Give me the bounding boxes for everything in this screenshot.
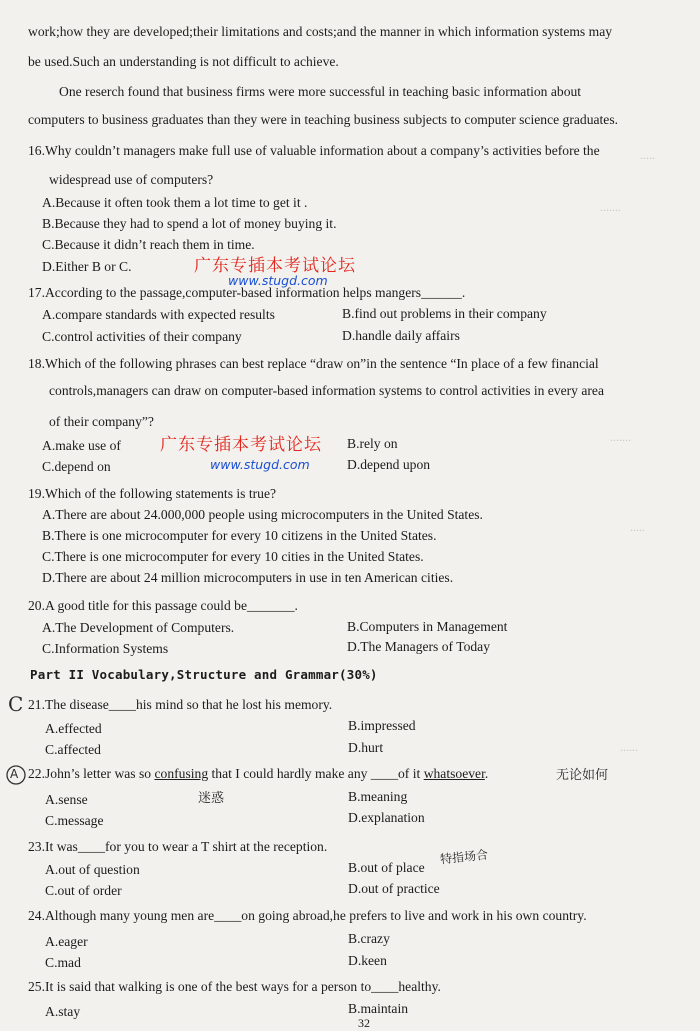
- option-a[interactable]: A.There are about 24.000,000 people using microcomputers in the United States.: [42, 507, 483, 522]
- question-stem: 20.A good title for this passage could be_______.: [28, 598, 298, 613]
- question-stem: 21.The disease____his mind so that he lost his memory.: [28, 697, 333, 712]
- option-b[interactable]: B.crazy: [348, 931, 390, 946]
- option-a[interactable]: A.Because it often took them a lot time to get it .: [42, 195, 308, 210]
- answer-mark: A: [10, 767, 19, 781]
- handwritten-note: 无论如何: [556, 768, 609, 783]
- watermark-text: 广东专插本考试论坛: [160, 435, 322, 455]
- question-stem: 16.Why couldn’t managers make full use of valuable information about a company’s activities before the: [28, 143, 600, 158]
- question-stem: 24.Although many young men are____on going abroad,he prefers to live and work in his own country.: [28, 908, 587, 923]
- option-d[interactable]: D.depend upon: [347, 457, 431, 472]
- page-number: 32: [358, 1016, 370, 1030]
- watermark-url: www.stugd.com: [210, 457, 310, 472]
- option-c[interactable]: C.control activities of their company: [42, 329, 242, 344]
- option-d[interactable]: D.hurt: [348, 740, 384, 755]
- option-a[interactable]: A.stay: [45, 1004, 81, 1019]
- option-b[interactable]: B.Computers in Management: [347, 619, 508, 634]
- option-c[interactable]: C.mad: [45, 955, 81, 970]
- option-b[interactable]: B.meaning: [348, 789, 408, 804]
- answer-mark: C: [8, 692, 24, 716]
- option-b[interactable]: B.Because they had to spend a lot of money buying it.: [42, 216, 337, 231]
- option-c[interactable]: C.There is one microcomputer for every 10 cities in the United States.: [42, 549, 424, 564]
- passage-line: One reserch found that business firms were more successful in teaching basic information about: [59, 84, 582, 99]
- option-b[interactable]: B.impressed: [348, 718, 416, 733]
- option-b[interactable]: B.maintain: [348, 1001, 409, 1016]
- handwritten-note: 特指场合: [439, 847, 489, 867]
- option-c[interactable]: C.out of order: [45, 883, 122, 898]
- question-stem: 17.According to the passage,computer-based information helps mangers______.: [28, 285, 466, 300]
- question-stem: 25.It is said that walking is one of the best ways for a person to____healthy.: [28, 979, 441, 994]
- option-b[interactable]: B.There is one microcomputer for every 10 citizens in the United States.: [42, 528, 437, 543]
- option-a[interactable]: A.out of question: [45, 862, 140, 877]
- option-c[interactable]: C.message: [45, 813, 104, 828]
- option-c[interactable]: C.Because it didn’t reach them in time.: [42, 237, 255, 252]
- option-b[interactable]: B.out of place: [348, 860, 425, 875]
- stem-text: .: [484, 766, 489, 781]
- watermark-text: 广东专插本考试论坛: [194, 256, 356, 276]
- option-a[interactable]: A.compare standards with expected results: [42, 307, 275, 322]
- option-d[interactable]: D.There are about 24 million microcomputers in use in ten American cities.: [42, 570, 454, 585]
- option-c[interactable]: C.Information Systems: [42, 641, 169, 656]
- option-a[interactable]: A.sense: [45, 792, 88, 807]
- question-stem: 18.Which of the following phrases can best replace “draw on”in the sentence “In place of a few financial: [28, 356, 599, 371]
- option-d[interactable]: D.out of practice: [348, 881, 440, 896]
- option-a[interactable]: A.The Development of Computers.: [42, 620, 235, 635]
- passage-line: computers to business graduates than they were in teaching business subjects to computer science graduates.: [28, 112, 619, 127]
- option-a[interactable]: A.effected: [45, 721, 102, 736]
- option-a[interactable]: A.eager: [45, 934, 88, 949]
- option-d[interactable]: D.Either B or C.: [42, 259, 132, 274]
- question-stem: 23.It was____for you to wear a T shirt at the reception.: [28, 839, 328, 854]
- passage-line: work;how they are developed;their limitations and costs;and the manner in which information systems may: [28, 24, 613, 39]
- passage-line: be used.Such an understanding is not difficult to achieve.: [28, 54, 339, 69]
- option-d[interactable]: D.handle daily affairs: [342, 328, 460, 343]
- stem-text: 22.John’s letter was so: [28, 766, 155, 781]
- question-stem: widespread use of computers?: [49, 172, 214, 187]
- question-stem: controls,managers can draw on computer-based information systems to control activities in every area: [49, 383, 605, 398]
- option-b[interactable]: B.find out problems in their company: [342, 306, 547, 321]
- question-stem: of their company”?: [49, 414, 154, 429]
- option-d[interactable]: D.keen: [348, 953, 387, 968]
- question-stem: 19.Which of the following statements is true?: [28, 486, 277, 501]
- question-stem: [28, 766, 488, 782]
- option-a[interactable]: A.make use of: [42, 438, 121, 453]
- stem-text: that I could hardly make any ____of it: [208, 766, 424, 781]
- option-c[interactable]: C.affected: [45, 742, 101, 757]
- stem-underlined-word: whatsoever: [423, 766, 485, 781]
- option-c[interactable]: C.depend on: [42, 459, 111, 474]
- exam-page: ..... ....... ....... ..... ...... work;how they are developed;their limitations and costs;and the manner in which information systems may be used.Such an understanding is not difficult to achieve. One reserch found that business firms were more successful in teaching basic information about computers to business graduates than they were in teaching business subjects to computer science graduates. 16.Why couldn’t managers make full use of valuable information about a company’s activities before the widespread use of computers? A.Because it often took them a lot time to get it . B.Because they had to spend a lot of money buying it. C.Because it didn’t reach them in time. D.Either B or C. 广东专插本考试论坛 www.stugd.com 17.According to the passage,computer-based information helps mangers______. A.compare standards with expected results B.find out problems in their company C.control activities of their company D.handle daily affairs 18.Which of the following phrases can best replace “draw on”in the sentence “In place of a few financial controls,managers can draw on computer-based information systems to control activities in every area of their company”? A.make use of B.rely on C.depend on D.depend upon 广东专插本考试论坛 www.stugd.com 19.Which of the following statements is true? A.There are about 24.000,000 people using microcomputers in the United States. B.There is one microcomputer for every 10 citizens in the United States. C.There is one microcomputer for every 10 cities in the United States. D.There are about 24 million microcomputers in use in ten American cities. 20.A good title for this passage could be_______. A.The Development of Computers. B.Computers in Management C.Information Systems D.The Managers of Today Part II Vocabulary,Structure and Grammar(30%) C 21.The disease____his mind so that he lost his memory. A.effected B.impressed C.affected D.hurt A 22.John’s letter was so confusing that I could hardly make any ____of it whatsoever. 无论如何 迷惑 A.sense B.meaning C.message D.explanation 23.It was____for you to wear a T shirt at the reception. A.out of question B.out of place 特指场合 C.out of order D.out of practice 24.Although many young men are____on going abroad,he prefers to live and work in his own country. A.eager B.crazy C.mad D.keen 25.It is said that walking is one of the best ways for a person to____healthy. A.stay B.maintain 32: [0, 0, 700, 1027]
- stem-underlined-word: confusing: [154, 766, 209, 781]
- option-d[interactable]: D.The Managers of Today: [347, 639, 490, 654]
- section-heading: Part II Vocabulary,Structure and Grammar(30%): [30, 667, 378, 682]
- handwritten-note: 迷惑: [198, 791, 225, 806]
- option-b[interactable]: B.rely on: [347, 436, 398, 451]
- option-d[interactable]: D.explanation: [348, 810, 425, 825]
- watermark-url: www.stugd.com: [228, 273, 328, 288]
